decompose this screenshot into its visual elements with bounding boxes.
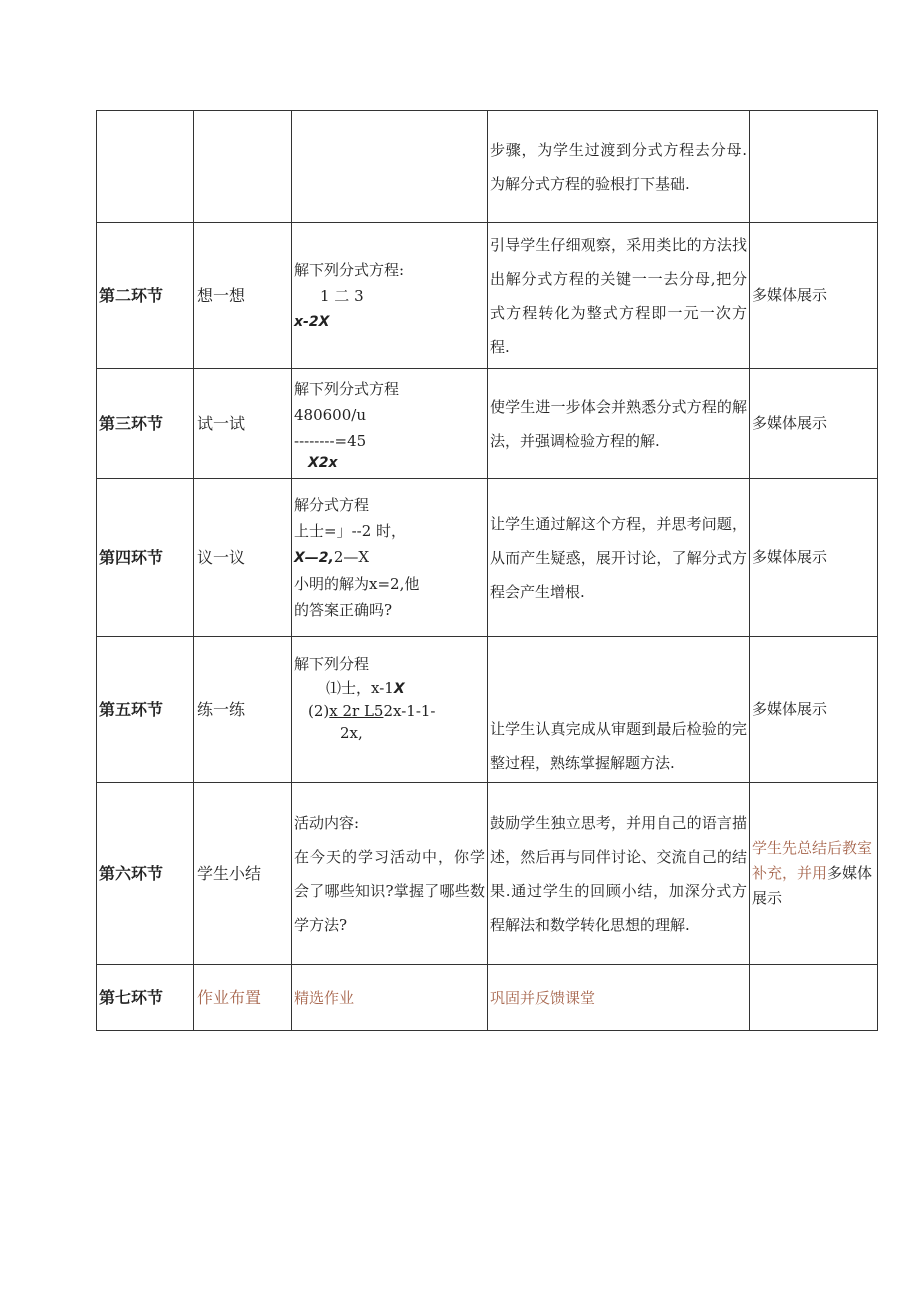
activity-cell: 学生小结 bbox=[194, 783, 292, 965]
content-cell bbox=[292, 479, 488, 637]
media-cell: 多媒体展示 bbox=[750, 369, 878, 479]
content-cell bbox=[292, 637, 488, 783]
intent-cell: 引导学生仔细观察，采用类比的方法找出解分式方程的关键一一去分母,把分式方程转化为整式方程即一元一次方程. bbox=[488, 223, 750, 369]
content-line: 解分式方程 bbox=[294, 496, 370, 514]
content-cell bbox=[292, 223, 488, 369]
content-line: X2x bbox=[308, 454, 338, 471]
activity-cell bbox=[194, 111, 292, 223]
stage-cell: 第六环节 bbox=[97, 783, 194, 965]
table-row bbox=[97, 369, 878, 479]
table-row bbox=[97, 637, 878, 783]
content-line: x-2X bbox=[294, 313, 330, 330]
table-row bbox=[97, 783, 878, 965]
content-paragraph: 在今天的学习活动中，你学会了哪些知识?掌握了哪些数学方法? bbox=[294, 847, 485, 934]
table-row bbox=[97, 111, 878, 223]
content-line: 的答案正确吗? bbox=[294, 601, 393, 619]
media-cell: 多媒体展示 bbox=[750, 479, 878, 637]
intent-cell: 鼓励学生独立思考，并用自己的语言描述，然后再与同伴讨论、交流自己的结果.通过学生的回顾小结，加深分式方程解法和数学转化思想的理解. bbox=[488, 783, 750, 965]
stage-cell: 第五环节 bbox=[97, 637, 194, 783]
content-line: 2x, bbox=[340, 724, 363, 742]
table-row bbox=[97, 223, 878, 369]
content-cell: 精选作业 bbox=[292, 965, 488, 1031]
math-fragment: 2—X bbox=[333, 548, 370, 566]
content-line bbox=[294, 677, 487, 700]
content-line: 1 二 3 bbox=[320, 286, 364, 305]
math-fragment: ⑴士，x-1 bbox=[326, 679, 394, 697]
activity-cell: 试一试 bbox=[194, 369, 292, 479]
intent-cell: 让学生通过解这个方程，并思考问题，从而产生疑惑，展开讨论，了解分式方程会产生增根. bbox=[488, 479, 750, 637]
math-fragment: (2) bbox=[308, 702, 330, 720]
activity-cell: 练一练 bbox=[194, 637, 292, 783]
content-cell bbox=[292, 369, 488, 479]
stage-cell: 第七环节 bbox=[97, 965, 194, 1031]
table-row bbox=[97, 965, 878, 1031]
stage-cell bbox=[97, 111, 194, 223]
stage-cell: 第二环节 bbox=[97, 223, 194, 369]
intent-cell: 步骤，为学生过渡到分式方程去分母.为解分式方程的验根打下基础. bbox=[488, 111, 750, 223]
lesson-plan-table bbox=[96, 110, 878, 1031]
intent-cell: 巩固并反馈课堂 bbox=[488, 965, 750, 1031]
activity-cell: 想一想 bbox=[194, 223, 292, 369]
media-cell bbox=[750, 111, 878, 223]
content-line: 解下列分式方程: bbox=[294, 260, 405, 279]
media-label: 多媒体展示 bbox=[752, 864, 873, 907]
stage-cell: 第三环节 bbox=[97, 369, 194, 479]
content-cell bbox=[292, 111, 488, 223]
math-fragment: X—2, bbox=[294, 550, 334, 566]
content-line: 上士=」--2 时， bbox=[294, 522, 407, 540]
activity-cell: 议一议 bbox=[194, 479, 292, 637]
content-line: 解下列分式方程 bbox=[294, 379, 400, 398]
math-fragment: 2x-1-1- bbox=[383, 702, 436, 720]
table-row bbox=[97, 479, 878, 637]
media-cell bbox=[750, 783, 878, 965]
intent-cell: 让学生认真完成从审题到最后检验的完整过程，熟练掌握解题方法. bbox=[488, 637, 750, 783]
media-cell: 多媒体展示 bbox=[750, 637, 878, 783]
intent-cell: 使学生进一步体会并熟悉分式方程的解法，并强调检验方程的解. bbox=[488, 369, 750, 479]
content-line: 480600/u bbox=[294, 405, 366, 424]
media-cell: 多媒体展示 bbox=[750, 223, 878, 369]
content-line bbox=[294, 544, 487, 571]
content-cell bbox=[292, 783, 488, 965]
content-line: 小明的解为x=2,他 bbox=[294, 575, 420, 593]
content-line: --------=45 bbox=[294, 431, 367, 450]
math-fragment: x 2r L5 bbox=[329, 702, 384, 720]
content-line bbox=[294, 700, 487, 722]
content-line: 解下列分程 bbox=[294, 655, 370, 673]
media-note: 学生先总结后教室补充，并用 bbox=[752, 839, 873, 882]
math-fragment: X bbox=[393, 681, 405, 697]
activity-cell: 作业布置 bbox=[194, 965, 292, 1031]
content-line: 活动内容: bbox=[294, 813, 360, 832]
stage-cell: 第四环节 bbox=[97, 479, 194, 637]
media-cell bbox=[750, 965, 878, 1031]
